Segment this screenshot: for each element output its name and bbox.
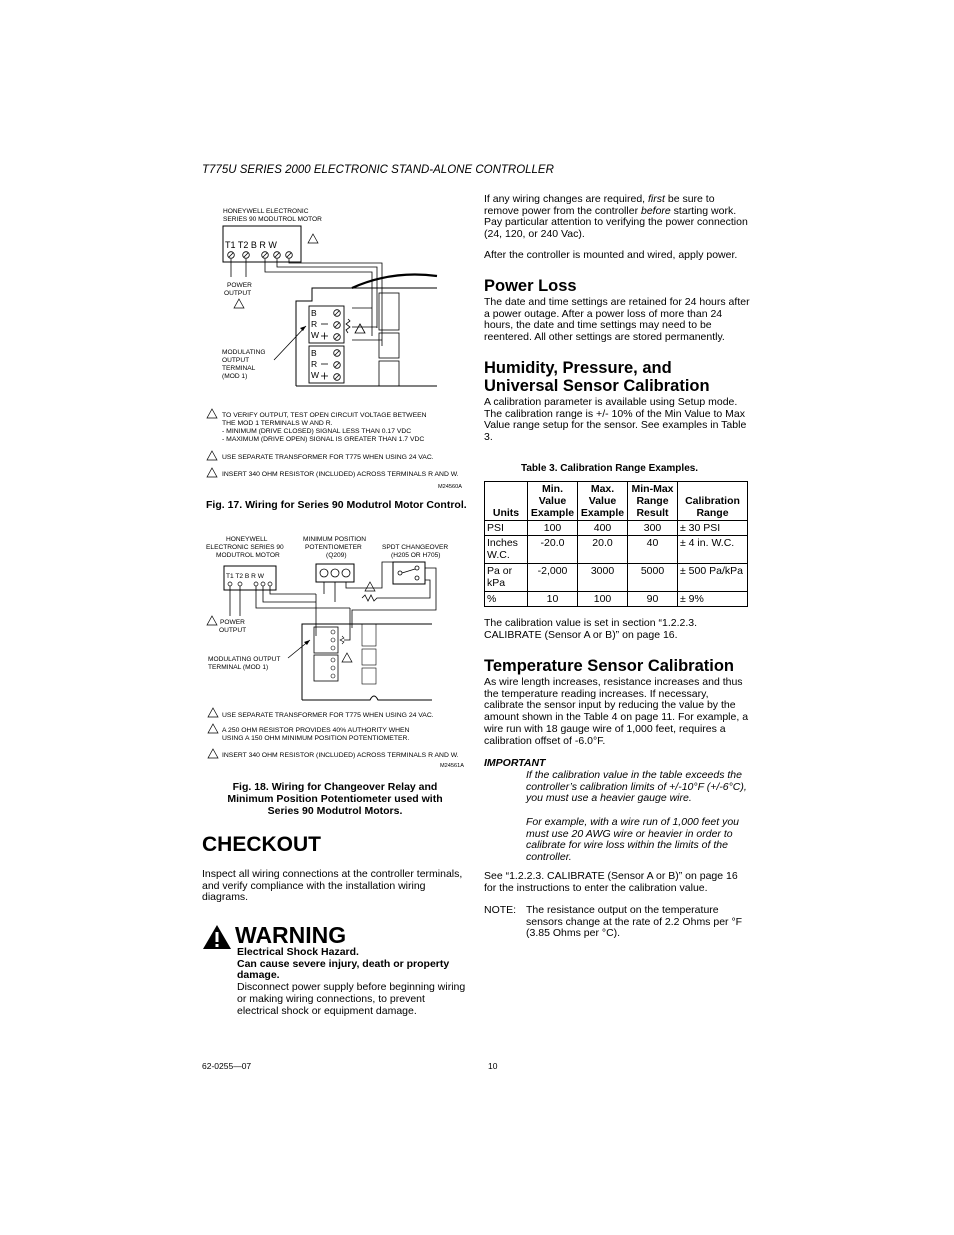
table-row: Pa or kPa -2,000 3000 5000 ± 500 Pa/kPa xyxy=(485,564,748,592)
svg-text:MINIMUM POSITION: MINIMUM POSITION xyxy=(303,536,367,543)
warning-heading: WARNING xyxy=(235,922,347,948)
fig17-terminal-labels: T1 T2 B R W xyxy=(225,240,277,250)
important-text-1: If the calibration value in the table exceeds the controller’s calibration limits of +/-10°F (+/-6°C), you must use a heavier gauge wire. xyxy=(526,769,747,805)
humidity-text: A calibration parameter is available using Setup mode. The calibration range is +/- 10% of the Min Value to Max Value range setup for the sensor. See examples in Table 3. xyxy=(484,396,747,444)
fig17-wiring-diagram xyxy=(202,200,470,492)
fig17-motor-label: SERIES 90 MODUTROL MOTOR xyxy=(223,216,322,223)
see-calibrate-text: See “1.2.2.3. CALIBRATE (Sensor A or B)” on page 16 for the instructions to enter the calibration value. xyxy=(484,870,738,894)
doc-number: 62-0255—07 xyxy=(202,1061,252,1071)
fig17-mod-label: MODULATING xyxy=(222,349,266,356)
svg-text:(MOD 1): (MOD 1) xyxy=(222,373,248,380)
svg-text:POTENTIOMETER: POTENTIOMETER xyxy=(305,544,362,551)
important-label: IMPORTANT xyxy=(484,757,546,769)
svg-text:ELECTRONIC SERIES 90: ELECTRONIC SERIES 90 xyxy=(206,544,284,551)
note-text: The resistance output on the temperature sensors change at the rate of 2.2 Ohms per °F (3.85 Ohms per °C). xyxy=(526,904,743,940)
svg-text:B: B xyxy=(311,308,317,318)
svg-text:HONEYWELL: HONEYWELL xyxy=(226,536,268,543)
temp-calibration-text: As wire length increases, resistance increases and thus the temperature reading increases. If necessary, calibrate the sensor input by reducing the value by the amount shown in the Table 4 on page 11. For example, a wire run with 18 gauge wire of 1,000 feet, requires a calibration offset of -6.0°F. xyxy=(484,676,749,747)
running-header: T775U SERIES 2000 ELECTRONIC STAND-ALONE CONTROLLER xyxy=(202,164,554,176)
svg-text:R: R xyxy=(311,319,318,329)
humidity-heading: Humidity, Pressure, and Universal Sensor Calibration xyxy=(484,359,710,395)
table-row: PSI 100 400 300 ± 30 PSI xyxy=(485,521,748,536)
svg-text:W: W xyxy=(311,370,320,380)
fig17-note-3: INSERT 340 OHM RESISTOR (INCLUDED) ACROSS TERMINALS R AND W. xyxy=(222,471,459,478)
svg-text:- MAXIMUM (DRIVE OPEN) SIGNAL: - MAXIMUM (DRIVE OPEN) SIGNAL IS GREATER THAN 1.7 VDC xyxy=(222,436,425,443)
fig17-power-label: POWER xyxy=(227,282,252,289)
power-loss-text: The date and time settings are retained for 24 hours after a power outage. After a power loss of more than 24 hours, the date and time settings may need to be reentered. All other settings are stored permanently. xyxy=(484,296,750,344)
svg-text:MODULATING OUTPUT: MODULATING OUTPUT xyxy=(208,656,281,663)
svg-text:(Q209): (Q209) xyxy=(326,552,347,559)
svg-text:SPDT CHANGEOVER: SPDT CHANGEOVER xyxy=(382,544,449,551)
checkout-text: Inspect all wiring connections at the controller terminals, and verify compliance with the installation wiring diagrams. xyxy=(202,868,463,904)
fig17-code: M24560A xyxy=(438,484,462,490)
svg-text:W: W xyxy=(311,330,320,340)
fig18-caption: Fig. 18. Wiring for Changeover Relay and Minimum Position Potentiometer used with Series 90 Modutrol Motors. xyxy=(227,781,443,817)
fig17-power-label: OUTPUT xyxy=(224,290,252,297)
svg-text:THE MOD 1 TERMINALS W AND R.: THE MOD 1 TERMINALS W AND R. xyxy=(222,420,333,427)
svg-text:MODUTROL MOTOR: MODUTROL MOTOR xyxy=(216,552,280,559)
fig17-motor-label: HONEYWELL ELECTRONIC xyxy=(223,208,309,215)
svg-text:R: R xyxy=(311,359,318,369)
svg-text:POWER: POWER xyxy=(220,619,245,626)
svg-text:(H205 OR H705): (H205 OR H705) xyxy=(391,552,441,559)
svg-text:USING A 150 OHM MINIMUM POSITI: USING A 150 OHM MINIMUM POSITION POTENTIOMETER. xyxy=(222,735,410,742)
svg-text:TERMINAL: TERMINAL xyxy=(222,365,256,372)
table-row: Inches W.C. -20.0 20.0 40 ± 4 in. W.C. xyxy=(485,536,748,564)
svg-text:B: B xyxy=(311,348,317,358)
power-loss-heading: Power Loss xyxy=(484,277,577,295)
warning-text: Electrical Shock Hazard. Can cause severe injury, death or property damage. Disconnect power supply before beginning wiring or making wiring connections, to prevent electrical shock or equipment damage. xyxy=(237,946,466,1017)
svg-text:OUTPUT: OUTPUT xyxy=(219,627,247,634)
table-row: % 10 100 90 ± 9% xyxy=(485,592,748,607)
wiring-changes-text: If any wiring changes are required, first be sure to remove power from the controller before starting work. Pay particular attention to verifying the power connection (24, 120, or 240 Vac). xyxy=(484,193,748,241)
fig17-note-1: TO VERIFY OUTPUT, TEST OPEN CIRCUIT VOLTAGE BETWEEN xyxy=(222,412,427,419)
checkout-heading: CHECKOUT xyxy=(202,833,321,856)
svg-text:USE SEPARATE TRANSFORMER FOR T: USE SEPARATE TRANSFORMER FOR T775 WHEN USING 24 VAC. xyxy=(222,712,434,719)
svg-text:A 250 OHM RESISTOR PROVIDES 40: A 250 OHM RESISTOR PROVIDES 40% AUTHORITY WHEN xyxy=(222,727,410,734)
svg-text:- MINIMUM (DRIVE CLOSED) SIGNA: - MINIMUM (DRIVE CLOSED) SIGNAL LESS THAN 0.17 VDC xyxy=(222,428,412,435)
warning-triangle-icon xyxy=(202,924,232,950)
important-text-2: For example, with a wire run of 1,000 feet you must use 20 AWG wire or heavier in order to calibrate for wire loss within the limits of the controller. xyxy=(526,816,740,864)
table-caption: Table 3. Calibration Range Examples. xyxy=(521,463,699,474)
fig18-wiring-diagram xyxy=(202,532,470,772)
svg-text:M24561A: M24561A xyxy=(440,763,464,769)
svg-text:TERMINAL (MOD 1): TERMINAL (MOD 1) xyxy=(208,664,269,671)
svg-text:INSERT 340 OHM RESISTOR (INCLU: INSERT 340 OHM RESISTOR (INCLUDED) ACROSS TERMINALS R AND W. xyxy=(222,752,459,759)
svg-text:OUTPUT: OUTPUT xyxy=(222,357,250,364)
note-label: NOTE: xyxy=(484,904,517,916)
calibration-table xyxy=(484,481,748,607)
calibration-section-text: The calibration value is set in section “1.2.2.3. CALIBRATE (Sensor A or B)” on page 16. xyxy=(484,617,698,641)
temp-calibration-heading: Temperature Sensor Calibration xyxy=(484,657,735,675)
table-header-row: Units Min. Value Example Max. Value Example Min-Max Range Result Calibration Range xyxy=(485,482,748,521)
svg-text:T1 T2 B R W: T1 T2 B R W xyxy=(226,573,264,580)
page-number: 10 xyxy=(488,1061,498,1071)
fig17-note-2: USE SEPARATE TRANSFORMER FOR T775 WHEN USING 24 VAC. xyxy=(222,454,434,461)
fig17-caption: Fig. 17. Wiring for Series 90 Modutrol Motor Control. xyxy=(206,499,467,511)
apply-power-text: After the controller is mounted and wired, apply power. xyxy=(484,249,738,261)
